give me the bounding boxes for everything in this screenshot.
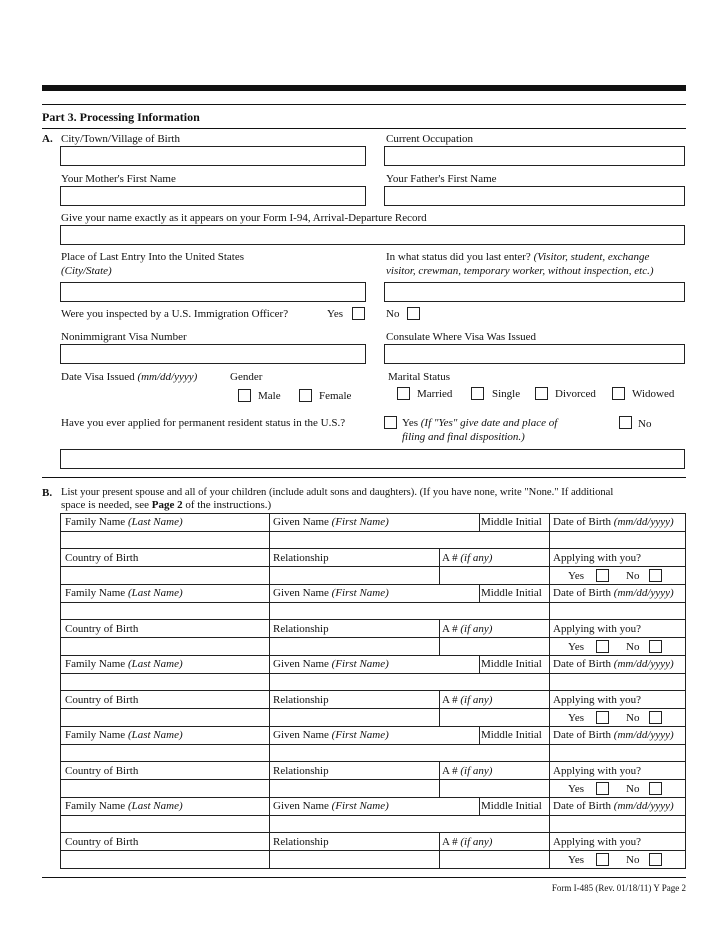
applied-hint: filing and final disposition.) [402,431,525,443]
applying-no-label: No [626,641,640,653]
dob-header: Date of Birth (mm/dd/yyyy) [553,729,674,741]
table-row-top [60,513,686,514]
country-input[interactable] [61,567,268,583]
visa-number-label: Nonimmigrant Visa Number [61,331,187,343]
table-right-border [685,655,686,726]
table-row-top [60,797,686,798]
a-number-input[interactable] [440,851,548,867]
last-entry-label: Place of Last Entry Into the United States [61,251,244,263]
relationship-input[interactable] [270,851,438,867]
col-divider [479,584,480,602]
table-bottom [60,868,686,869]
relationship-input[interactable] [270,709,438,725]
applying-header: Applying with you? [553,623,641,635]
given-name-input[interactable] [270,816,548,832]
applying-no-checkbox[interactable] [649,640,662,653]
table-row-mid-line [60,832,686,833]
col-divider [479,513,480,531]
table-right-border [685,513,686,584]
given-name-header: Given Name (First Name) [273,800,389,812]
inspected-no-checkbox[interactable] [407,307,420,320]
top-thick-rule [42,85,686,91]
family-name-input[interactable] [61,532,268,548]
family-name-header: Family Name (Last Name) [65,800,183,812]
middle-initial-header: Middle Initial [481,516,542,528]
table-row-top [60,584,686,585]
country-header: Country of Birth [65,836,139,848]
inspected-question: Were you inspected by a U.S. Immigration Officer? [61,308,289,320]
title-rule [42,128,686,129]
col-divider [479,797,480,815]
inspected-yes-label: Yes [327,308,344,320]
city-of-birth-label: City/Town/Village of Birth [61,133,180,145]
i94-name-label: Give your name exactly as it appears on your Form I-94, Arrival-Departure Record [61,212,427,224]
table-right-border [685,726,686,797]
table-row-mid-line [60,690,686,691]
gender-label: Gender [230,371,263,383]
single-checkbox[interactable] [471,387,484,400]
fathers-name-field[interactable] [384,186,685,206]
a-number-header: A # (if any) [442,765,493,777]
female-checkbox[interactable] [299,389,312,402]
mothers-name-field[interactable] [60,186,366,206]
applied-no-checkbox[interactable] [619,416,632,429]
current-occupation-field[interactable] [384,146,685,166]
applying-yes-label: Yes [568,854,585,866]
consulate-label: Consulate Where Visa Was Issued [386,331,536,343]
applying-yes-label: Yes [568,712,585,724]
section-b-letter: B. [42,487,53,499]
applying-no-label: No [626,854,640,866]
applying-header: Applying with you? [553,552,641,564]
applied-details-field[interactable] [60,449,685,469]
applying-header: Applying with you? [553,836,641,848]
country-header: Country of Birth [65,552,139,564]
marital-status-label: Marital Status [388,371,451,383]
applying-header: Applying with you? [553,694,641,706]
a-number-input[interactable] [440,567,548,583]
table-row-top [60,655,686,656]
applying-no-checkbox[interactable] [649,711,662,724]
part-title: Part 3. Processing Information [42,110,200,124]
col-divider [479,726,480,744]
top-thin-rule [42,104,686,105]
table-right-border [685,797,686,868]
inspected-no-label: No [386,308,400,320]
applying-yes-label: Yes [568,570,585,582]
dob-header: Date of Birth (mm/dd/yyyy) [553,516,674,528]
dob-header: Date of Birth (mm/dd/yyyy) [553,800,674,812]
given-name-header: Given Name (First Name) [273,729,389,741]
applying-yes-checkbox[interactable] [596,640,609,653]
a-number-header: A # (if any) [442,836,493,848]
applying-header: Applying with you? [553,765,641,777]
bottom-rule [42,877,686,878]
section-a-letter: A. [42,133,53,145]
married-checkbox[interactable] [397,387,410,400]
dob-input[interactable] [550,532,684,548]
given-name-header: Given Name (First Name) [273,516,389,528]
country-header: Country of Birth [65,694,139,706]
current-occupation-label: Current Occupation [386,133,474,145]
male-label: Male [258,390,281,402]
table-row-top [60,726,686,727]
table-right-border [685,584,686,655]
country-header: Country of Birth [65,765,139,777]
relationship-header: Relationship [273,694,329,706]
given-name-header: Given Name (First Name) [273,587,389,599]
family-name-header: Family Name (Last Name) [65,587,183,599]
i94-name-field[interactable] [60,225,685,245]
dob-input[interactable] [550,745,684,761]
widowed-checkbox[interactable] [612,387,625,400]
relationship-header: Relationship [273,552,329,564]
applied-yes-checkbox[interactable] [384,416,397,429]
country-input[interactable] [61,638,268,654]
relationship-header: Relationship [273,765,329,777]
given-name-input[interactable] [270,745,548,761]
dob-input[interactable] [550,674,684,690]
last-entry-field[interactable] [60,282,366,302]
applying-no-checkbox[interactable] [649,853,662,866]
applied-question: Have you ever applied for permanent resident status in the U.S.? [61,417,346,429]
country-input[interactable] [61,851,268,867]
relationship-header: Relationship [273,623,329,635]
applying-no-checkbox[interactable] [649,782,662,795]
table-row-mid-line [60,548,686,549]
col-divider [549,619,550,655]
divorced-label: Divorced [555,388,596,400]
a-number-header: A # (if any) [442,623,493,635]
relationship-header: Relationship [273,836,329,848]
col-divider [479,655,480,673]
given-name-input[interactable] [270,603,548,619]
table-row-mid-line [60,619,686,620]
applying-yes-checkbox[interactable] [596,569,609,582]
family-name-header: Family Name (Last Name) [65,729,183,741]
fathers-name-label: Your Father's First Name [386,173,497,185]
relationship-input[interactable] [270,567,438,583]
single-label: Single [492,388,521,400]
given-name-input[interactable] [270,674,548,690]
a-number-header: A # (if any) [442,552,493,564]
applying-yes-checkbox[interactable] [596,782,609,795]
family-name-input[interactable] [61,745,268,761]
divorced-checkbox[interactable] [535,387,548,400]
middle-initial-header: Middle Initial [481,587,542,599]
applying-no-label: No [626,712,640,724]
given-name-input[interactable] [270,532,548,548]
applying-yes-checkbox[interactable] [596,853,609,866]
status-field[interactable] [384,282,685,302]
applying-yes-checkbox[interactable] [596,711,609,724]
col-divider [549,548,550,584]
relationship-input[interactable] [270,638,438,654]
city-of-birth-field[interactable] [60,146,366,166]
family-name-header: Family Name (Last Name) [65,658,183,670]
middle-initial-header: Middle Initial [481,800,542,812]
middle-initial-header: Middle Initial [481,729,542,741]
inspected-yes-checkbox[interactable] [352,307,365,320]
applying-yes-label: Yes [568,783,585,795]
relationship-input[interactable] [270,780,438,796]
family-name-input[interactable] [61,674,268,690]
country-header: Country of Birth [65,623,139,635]
family-name-input[interactable] [61,816,268,832]
female-label: Female [319,390,352,402]
col-divider [549,832,550,868]
mothers-name-label: Your Mother's First Name [61,173,176,185]
table-row-mid-line [60,761,686,762]
family-name-header: Family Name (Last Name) [65,516,183,528]
applying-yes-label: Yes [568,641,585,653]
status-hint: visitor, crewman, temporary worker, without inspection, etc.) [386,265,654,277]
male-checkbox[interactable] [238,389,251,402]
applied-no-label: No [638,418,652,430]
given-name-header: Given Name (First Name) [273,658,389,670]
dob-input[interactable] [550,603,684,619]
middle-initial-header: Middle Initial [481,658,542,670]
dob-header: Date of Birth (mm/dd/yyyy) [553,658,674,670]
married-label: Married [417,388,453,400]
a-number-input[interactable] [440,780,548,796]
a-number-header: A # (if any) [442,694,493,706]
dob-input[interactable] [550,816,684,832]
consulate-field[interactable] [384,344,685,364]
applied-yes-label: Yes (If "Yes" give date and place of [402,417,558,429]
section-b-instructions-line2: space is needed, see Page 2 of the instructions.) [61,499,272,511]
a-number-input[interactable] [440,638,548,654]
dob-header: Date of Birth (mm/dd/yyyy) [553,587,674,599]
country-input[interactable] [61,709,268,725]
applying-no-checkbox[interactable] [649,569,662,582]
section-b-instructions: List your present spouse and all of your children (include adult sons and daughters). (If you have none, write "None." If additional [61,487,614,498]
applying-no-label: No [626,783,640,795]
visa-number-field[interactable] [60,344,366,364]
a-number-input[interactable] [440,709,548,725]
col-divider [549,761,550,797]
family-name-input[interactable] [61,603,268,619]
date-visa-label: Date Visa Issued (mm/dd/yyyy) [61,371,198,383]
widowed-label: Widowed [632,388,675,400]
section-divider [42,477,686,478]
country-input[interactable] [61,780,268,796]
form-footer: Form I-485 (Rev. 01/18/11) Y Page 2 [551,883,686,893]
status-label: In what status did you last enter? (Visitor, student, exchange [386,251,650,263]
last-entry-hint: (City/State) [61,265,112,277]
applying-no-label: No [626,570,640,582]
col-divider [549,690,550,726]
